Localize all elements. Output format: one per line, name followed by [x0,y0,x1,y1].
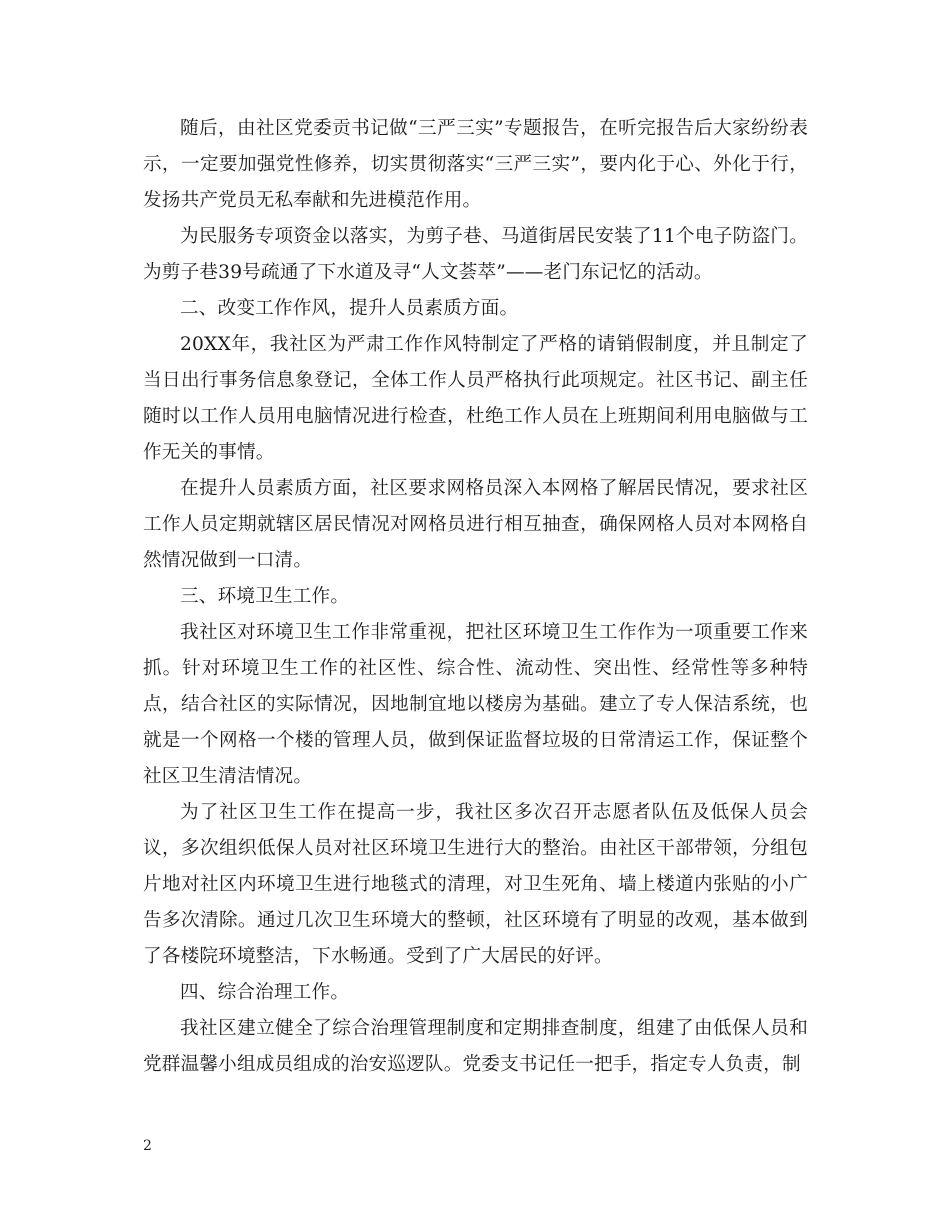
paragraph-sanitation-cleanup: 为了社区卫生工作在提高一步，我社区多次召开志愿者队伍及低保人员会议，多次组织低保人员对社区环境卫生进行大的整治。由社区干部带领，分组包片地对社区内环境卫生进行地毯式的清理，对卫生死角、墙上楼道内张贴的小广告多次清除。通过几次卫生环境大的整顿，社区环境有了明显的改观，基本做到了各楼院环境整洁，下水畅通。受到了广大居民的好评。 [143,802,808,967]
paragraph-leave-system: 20XX年，我社区为严肃工作作风特制定了严格的请销假制度，并且制定了当日出行事务信息象登记，全体工作人员严格执行此项规定。社区书记、副主任随时以工作人员用电脑情况进行检查，杜绝工作人员在上班期间利用电脑做与工作无关的事情。 [143,334,808,463]
section-heading-sanitation: 三、环境卫生工作。 [180,586,350,607]
section-heading-governance: 四、综合治理工作。 [180,982,350,1003]
paragraph-staff-quality: 在提升人员素质方面，社区要求网格员深入本网格了解居民情况，要求社区工作人员定期就辖区居民情况对网格员进行相互抽查，确保网格人员对本网格自然情况做到一口清。 [143,478,808,571]
page-number: 2 [143,1138,152,1154]
paragraph-service-funds: 为民服务专项资金以落实，为剪子巷、马道街居民安装了11个电子防盗门。为剪子巷39号疏通了下水道及寻“人文荟萃”——老门东记忆的活动。 [143,226,808,283]
section-heading-work-style: 二、改变工作作风，提升人员素质方面。 [180,298,519,319]
paragraph-governance-system: 我社区建立健全了综合治理管理制度和定期排查制度，组建了由低保人员和党群温馨小组成员组成的治安巡逻队。党委支书记任一把手，指定专人负责，制 [143,1018,808,1075]
paragraph-sanitation-system: 我社区对环境卫生工作非常重视，把社区环境卫生工作作为一项重要工作来抓。针对环境卫生工作的社区性、综合性、流动性、突出性、经常性等多种特点，结合社区的实际情况，因地制宜地以楼房为基础。建立了专人保洁系统，也就是一个网格一个楼的管理人员，做到保证监督垃圾的日常清运工作，保证整个社区卫生清洁情况。 [143,622,808,787]
document-page [143,111,808,1083]
paragraph-party-report: 随后，由社区党委贡书记做“三严三实”专题报告，在听完报告后大家纷纷表示，一定要加强党性修养，切实贯彻落实“三严三实”，要内化于心、外化于行，发扬共产党员无私奉献和先进模范作用。 [143,118,808,211]
